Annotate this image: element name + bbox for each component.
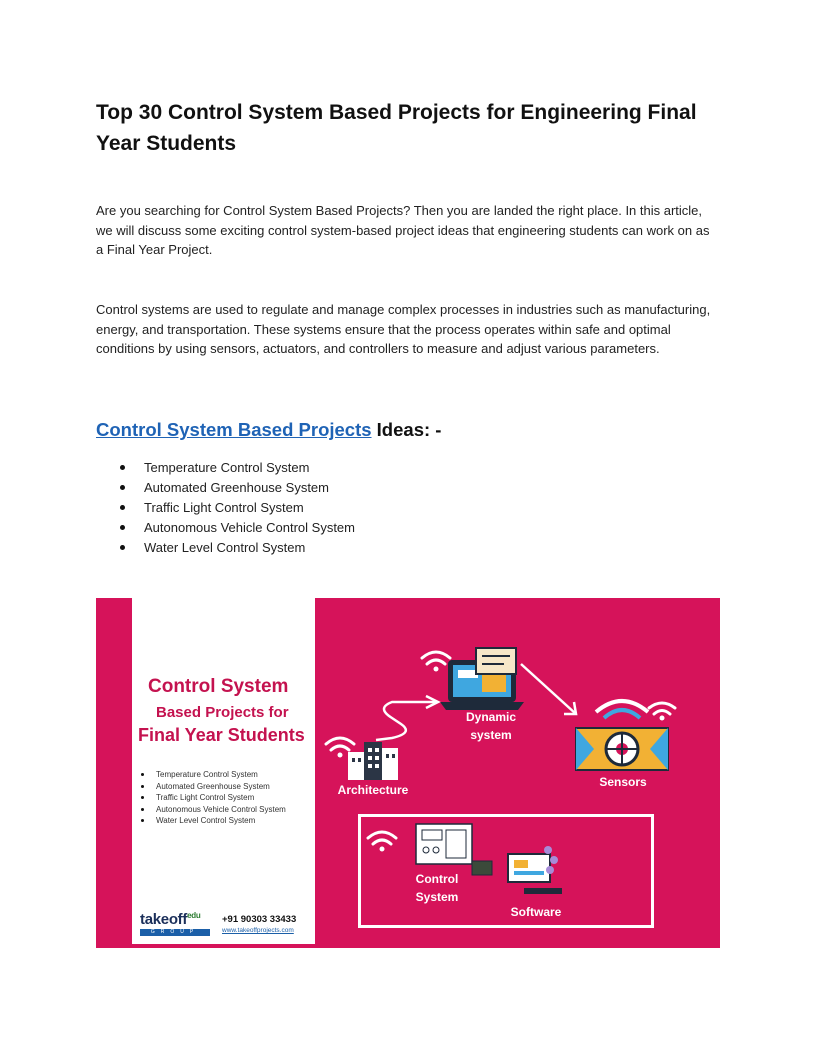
wifi-icon — [649, 703, 675, 714]
software-label: Software — [510, 905, 562, 919]
banner-title-line1: Control System — [148, 676, 289, 697]
dynamic-label-line2: system — [470, 728, 512, 742]
dynamic-system-label — [448, 708, 534, 744]
logo-main-text: takeoff — [140, 911, 188, 928]
wifi-icon — [326, 738, 354, 750]
list-item: Temperature Control System — [96, 458, 355, 478]
sensors-label: Sensors — [599, 775, 647, 789]
control-label-line2: System — [415, 890, 459, 904]
website-link: www.takeoffprojects.com — [222, 927, 294, 934]
buildings-icon — [348, 742, 398, 780]
control-systems-paragraph: Control systems are used to regulate and manage complex processes in industries such as manufacturing, energy, and transportation. These systems ensure that the process operates within safe and optimal conditions by using sensors, actuators, and controllers to measure and adjust various parameters. — [96, 302, 711, 356]
ideas-list — [96, 458, 355, 558]
connector-arrow — [521, 664, 576, 714]
intro-paragraph: Are you searching for Control System Based Projects? Then you are landed the right place. In this article, we will discuss some exciting control system-based project ideas that engineering students can work on as a Final Year Project. — [96, 203, 710, 257]
list-item: Autonomous Vehicle Control System — [138, 804, 286, 816]
list-item: Traffic Light Control System — [96, 498, 355, 518]
banner-image — [96, 598, 720, 948]
phone-number: +91 90303 33433 — [222, 914, 297, 925]
list-item: Traffic Light Control System — [138, 792, 286, 804]
list-item: Automated Greenhouse System — [138, 781, 286, 793]
page-title: Top 30 Control System Based Projects for Engineering Final Year Students — [96, 101, 697, 155]
logo-sup-text: edu — [187, 911, 201, 920]
banner-title-line2: Based Projects for — [156, 704, 289, 721]
control-system-projects-link[interactable]: Control System Based Projects — [96, 419, 372, 440]
list-item: Temperature Control System — [138, 769, 286, 781]
sensor-icon — [576, 701, 668, 770]
architecture-label: Architecture — [337, 783, 409, 797]
control-label-line1: Control — [415, 872, 459, 886]
dynamic-label-line1: Dynamic — [465, 710, 517, 724]
list-item: Automated Greenhouse System — [96, 478, 355, 498]
control-system-label — [402, 870, 472, 906]
banner-title-line3: Final Year Students — [138, 725, 305, 745]
wifi-icon — [422, 652, 450, 664]
ideas-heading — [96, 419, 441, 441]
list-item: Water Level Control System — [96, 538, 355, 558]
list-item: Water Level Control System — [138, 815, 286, 827]
list-item: Autonomous Vehicle Control System — [96, 518, 355, 538]
logo-group-bar: GROUP — [140, 929, 210, 936]
ideas-heading-suffix: Ideas: - — [371, 419, 442, 440]
laptop-icon — [440, 648, 524, 710]
